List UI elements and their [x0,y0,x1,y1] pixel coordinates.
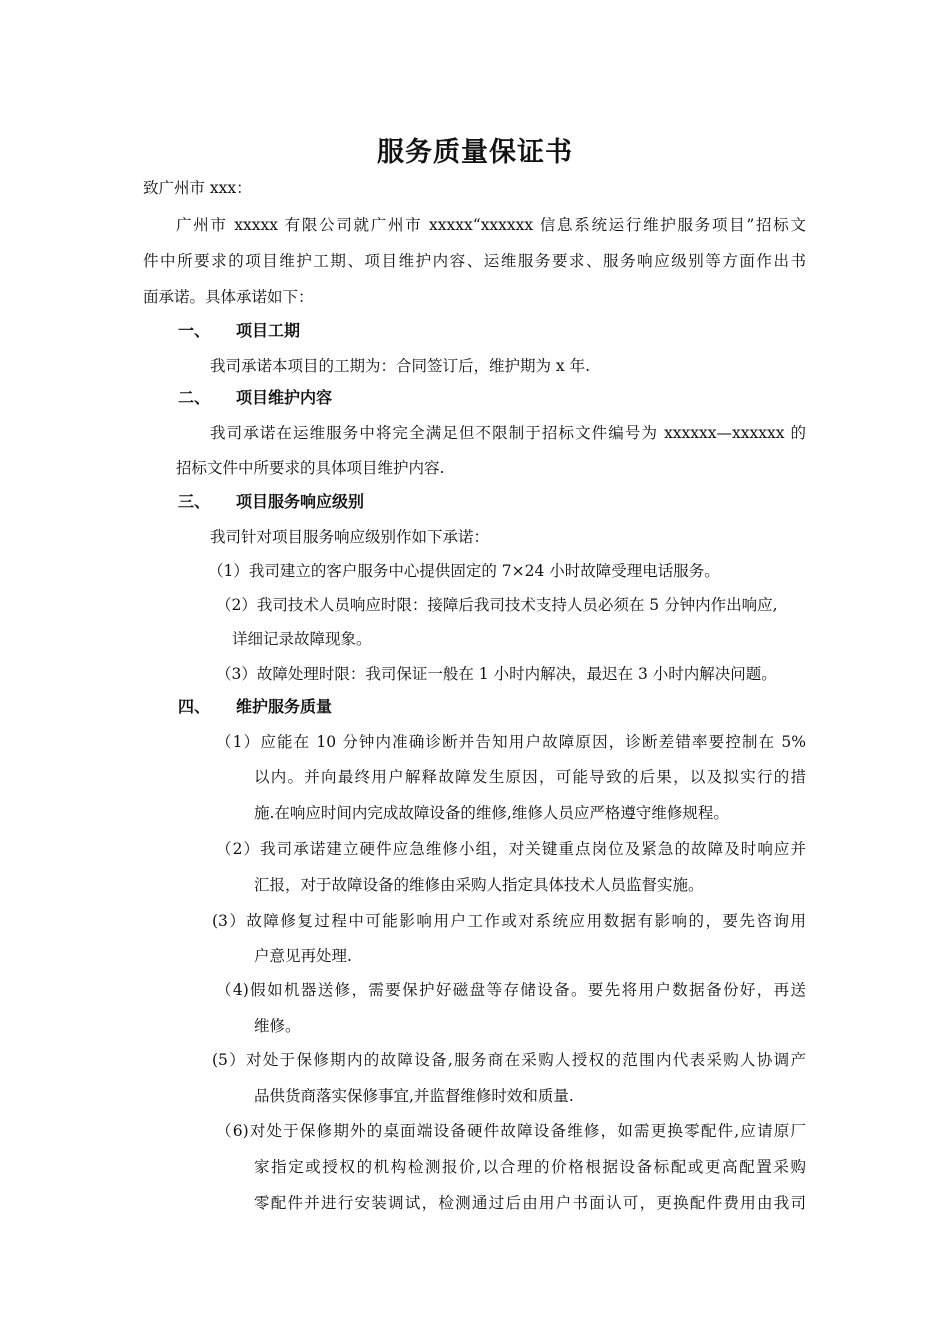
section-heading-3 [178,492,364,512]
section-4-line-12: （6)对处于保修期外的桌面端设备硬件故障设备维修，如需更换零配件,应请原厂 [216,1122,806,1140]
section-heading-1 [178,321,300,341]
section-4-line-13: 家指定或授权的机构检测报价,以合理的价格根据设备标配或更高配置采购 [254,1158,806,1176]
section-4-line-9: 维修。 [254,1017,301,1035]
section-2-line-2: 招标文件中所要求的具体项目维护内容. [176,459,445,477]
section-4-line-1: （1）应能在 10 分钟内准确诊断并告知用户故障原因，诊断差错率要控制在 5% [216,733,806,751]
section-3-line-2: （1）我司建立的客户服务中心提供固定的 7×24 小时故障受理电话服务。 [208,562,720,580]
section-4-line-10: (5）对处于保修期内的故障设备,服务商在采购人授权的范围内代表采购人协调产 [212,1051,806,1069]
section-4-line-8: （4)假如机器送修，需要保护好磁盘等存储设备。要先将用户数据备份好，再送 [216,981,806,999]
intro-line-3: 面承诺。具体承诺如下： [143,288,314,306]
section-heading-2 [178,388,332,408]
section-title: 项目工期 [236,321,301,340]
section-number: 三、 [178,492,211,511]
document-title: 服务质量保证书 [377,137,573,168]
section-number: 二、 [178,388,211,407]
section-3-line-5: （3）故障处理时限：我司保证一般在 1 小时内解决，最迟在 3 小时内解决问题。 [216,665,777,683]
section-3-line-1: 我司针对项目服务响应级别作如下承诺： [210,528,490,546]
section-3-line-4: 详细记录故障现象。 [232,630,372,648]
section-number: 四、 [178,697,211,716]
section-heading-4 [178,697,332,717]
salutation: 致广州市 xxx： [143,179,252,197]
section-3-line-3: （2）我司技术人员响应时限：接障后我司技术支持人员必须在 5 分钟内作出响应, [216,596,778,614]
section-title: 项目服务响应级别 [236,492,365,511]
section-4-line-14: 零配件并进行安装调试，检测通过后由用户书面认可，更换配件费用由我司 [254,1194,806,1212]
section-4-line-5: 汇报，对于故障设备的维修由采购人指定具体技术人员监督实施。 [254,876,704,894]
section-1-line-1: 我司承诺本项目的工期为：合同签订后，维护期为 x 年. [210,357,591,375]
section-title: 项目维护内容 [236,388,333,407]
section-number: 一、 [178,321,211,340]
section-4-line-3: 施.在响应时间内完成故障设备的维修,维修人员应严格遵守维修规程。 [254,804,729,822]
section-2-line-1: 我司承诺在运维服务中将完全满足但不限制于招标文件编号为 xxxxxx—xxxxxx 的 [210,424,806,442]
section-title: 维护服务质量 [236,697,333,716]
intro-line-2: 件中所要求的项目维护工期、项目维护内容、运维服务要求、服务响应级别等方面作出书 [143,252,806,270]
section-4-line-6: (3）故障修复过程中可能影响用户工作或对系统应用数据有影响的，要先咨询用 [212,912,806,930]
intro-line-1: 广州市 xxxxx 有限公司就广州市 xxxxx“xxxxxx 信息系统运行维护服务项目”招标文 [176,216,806,234]
section-4-line-11: 品供货商落实保修事宜,并监督维修时效和质量. [254,1087,574,1105]
section-4-line-4: （2）我司承诺建立硬件应急维修小组，对关键重点岗位及紧急的故障及时响应并 [216,840,806,858]
section-4-line-7: 户意见再处理. [254,947,352,965]
section-4-line-2: 以内。并向最终用户解释故障发生原因，可能导致的后果，以及拟实行的措 [254,768,806,786]
